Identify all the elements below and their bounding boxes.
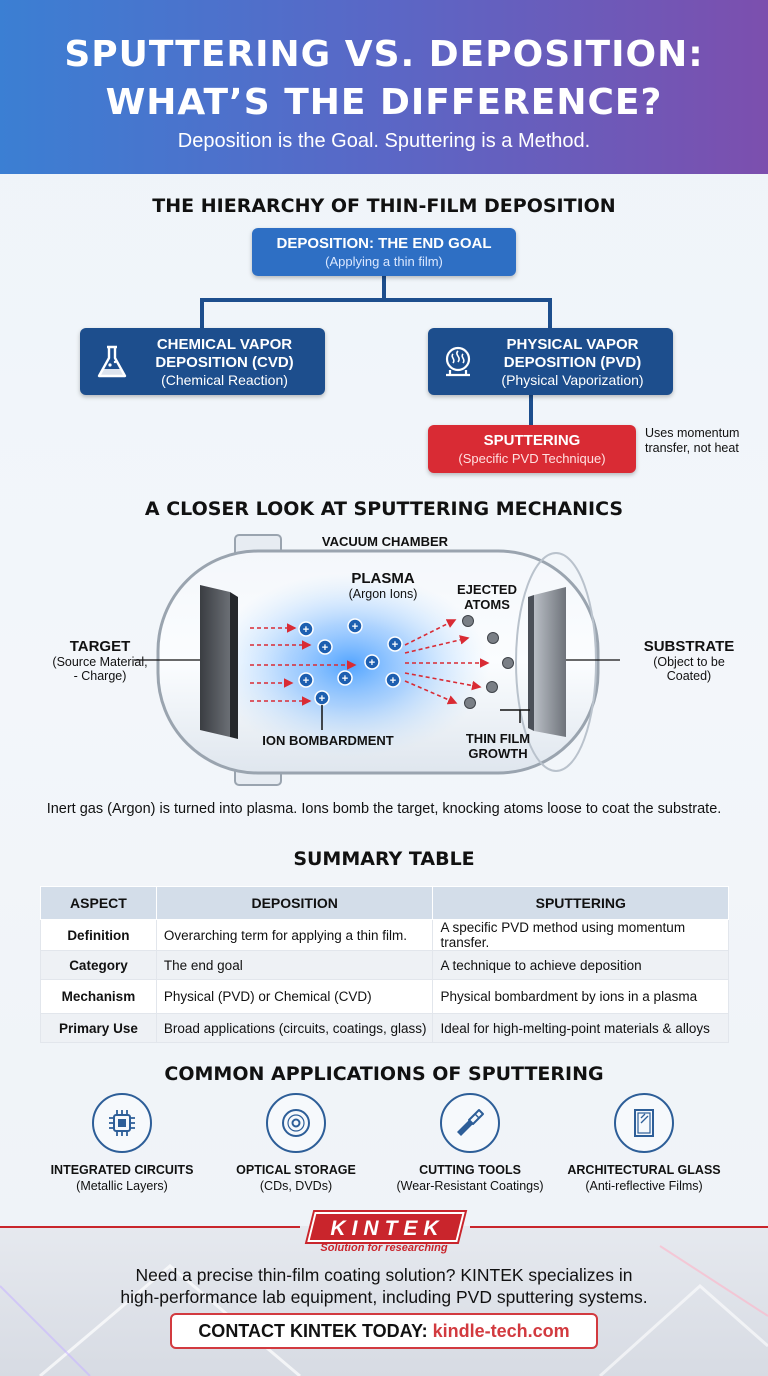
- ejected-atom: [487, 682, 498, 693]
- argon-ion: [348, 619, 362, 633]
- ejected-atom: [465, 698, 476, 709]
- substrate-heading: SUBSTRATE: [643, 638, 735, 655]
- connector-horizontal: [200, 298, 552, 302]
- row-sputtering: A technique to achieve deposition: [433, 951, 729, 980]
- header-sputtering: SPUTTERING: [433, 887, 729, 920]
- header-banner: [0, 0, 768, 174]
- connector-cvd: [200, 298, 204, 330]
- header-deposition: DEPOSITION: [156, 887, 433, 920]
- svg-text:+: +: [302, 624, 310, 636]
- pvd-subtitle: (Physical Vaporization): [501, 372, 644, 388]
- argon-ion: [365, 655, 379, 669]
- substrate-label: SUBSTRATE (Object to be Coated): [615, 638, 763, 683]
- connector-sputtering: [529, 395, 533, 427]
- deposition-goal-box: [252, 228, 516, 276]
- page-subtitle: Deposition is the Goal. Sputtering is a Method.: [177, 130, 591, 152]
- connector-pvd: [548, 298, 552, 330]
- table-row: [41, 980, 729, 1014]
- row-aspect: Category: [41, 951, 157, 980]
- pvd-box: [428, 328, 673, 395]
- app-desc: (CDs, DVDs): [259, 1179, 333, 1193]
- sputtering-subtitle: (Specific PVD Technique): [458, 451, 606, 466]
- contact-cta-button[interactable]: [170, 1313, 598, 1349]
- app-cutting-tools: [380, 1093, 560, 1193]
- app-integrated-circuits: [32, 1093, 212, 1193]
- target-side: [230, 592, 238, 739]
- mechanics-caption: Inert gas (Argon) is turned into plasma. Ions bomb the target, knocking atoms loose to coat the substrate.: [46, 801, 722, 817]
- svg-text:+: +: [368, 657, 376, 669]
- row-sputtering: A specific PVD method using momentum transfer.: [433, 920, 729, 951]
- cvd-title-line1: CHEMICAL VAPOR: [156, 336, 293, 353]
- svg-text:+: +: [341, 673, 349, 685]
- pvd-title-line2: DEPOSITION (PVD): [503, 354, 642, 371]
- thin-film-label: THIN FILM GROWTH: [465, 731, 531, 761]
- sputtering-box: [428, 425, 636, 473]
- app-architectural-glass: [554, 1093, 734, 1193]
- pvd-title-line1: PHYSICAL VAPOR: [506, 336, 639, 353]
- glass-pane-icon: [627, 1106, 661, 1140]
- ejected-atom: [503, 658, 514, 669]
- chip-icon: [105, 1106, 139, 1140]
- target-heading: TARGET: [69, 638, 131, 655]
- cvd-title-line2: DEPOSITION (CVD): [155, 354, 294, 371]
- svg-text:+: +: [351, 621, 359, 633]
- cvd-box: [80, 328, 325, 395]
- target-plate: [200, 585, 230, 737]
- argon-ion: [299, 673, 313, 687]
- row-aspect: Mechanism: [41, 980, 157, 1014]
- substrate-plate: [534, 587, 566, 737]
- app-name: CUTTING TOOLS: [419, 1163, 521, 1177]
- table-row: [41, 1014, 729, 1043]
- argon-ion: [299, 622, 313, 636]
- app-desc: (Metallic Layers): [76, 1179, 168, 1193]
- app-name: OPTICAL STORAGE: [236, 1163, 356, 1177]
- ion-bombardment-label: ION BOMBARDMENT: [262, 733, 394, 748]
- row-deposition: Physical (PVD) or Chemical (CVD): [156, 980, 433, 1014]
- row-aspect: Primary Use: [41, 1014, 157, 1043]
- sputtering-note: Uses momentum transfer, not heat: [645, 426, 740, 455]
- footer-rule-right: [470, 1226, 768, 1228]
- page-title-line1: SPUTTERING VS. DEPOSITION:: [64, 34, 704, 75]
- row-deposition: Broad applications (circuits, coatings, glass): [156, 1014, 433, 1043]
- vaporization-icon: [438, 342, 478, 382]
- svg-text:+: +: [389, 675, 397, 687]
- applications-title: COMMON APPLICATIONS OF SPUTTERING: [164, 1063, 604, 1085]
- page-title-line2: WHAT’S THE DIFFERENCE?: [105, 82, 663, 123]
- header-aspect: ASPECT: [41, 887, 157, 920]
- goal-subtitle: (Applying a thin film): [325, 254, 443, 269]
- row-sputtering: Physical bombardment by ions in a plasma: [433, 980, 729, 1014]
- summary-title: SUMMARY TABLE: [293, 848, 475, 870]
- table-header-row: [41, 887, 729, 920]
- logo-tagline: Solution for researching: [320, 1242, 448, 1254]
- vacuum-chamber-label: VACUUM CHAMBER: [321, 534, 449, 549]
- row-deposition: The end goal: [156, 951, 433, 980]
- flask-icon: [92, 342, 132, 382]
- ejected-atom: [463, 616, 474, 627]
- row-sputtering: Ideal for high-melting-point materials & alloys: [433, 1014, 729, 1043]
- table-row: [41, 951, 729, 980]
- app-optical-storage: [206, 1093, 386, 1193]
- app-name: ARCHITECTURAL GLASS: [567, 1163, 721, 1177]
- disc-icon: [279, 1106, 313, 1140]
- cta-url-link[interactable]: kindle-tech.com: [432, 1321, 570, 1341]
- table-row: [41, 920, 729, 951]
- row-deposition: Overarching term for applying a thin film.: [156, 920, 433, 951]
- argon-ion: [386, 673, 400, 687]
- footer-pitch: Need a precise thin-film coating solution? KINTEK specializes in high-performance lab equipment, including PVD sputtering systems.: [120, 1265, 648, 1307]
- summary-table: [40, 886, 729, 1043]
- plasma-heading: PLASMA: [351, 570, 415, 587]
- ejected-atom: [488, 633, 499, 644]
- mechanics-title: A CLOSER LOOK AT SPUTTERING MECHANICS: [144, 498, 624, 520]
- goal-title: DEPOSITION: THE END GOAL: [276, 235, 492, 252]
- connector-goal-down: [382, 276, 386, 300]
- cta-prefix: CONTACT KINTEK TODAY:: [198, 1321, 433, 1341]
- argon-ion: [315, 691, 329, 705]
- kintek-logo[interactable]: KINTEK: [307, 1212, 464, 1242]
- sputtering-title: SPUTTERING: [483, 432, 581, 449]
- app-desc: (Wear-Resistant Coatings): [396, 1179, 544, 1193]
- svg-text:+: +: [321, 642, 329, 654]
- row-aspect: Definition: [41, 920, 157, 951]
- app-desc: (Anti-reflective Films): [585, 1179, 703, 1193]
- hierarchy-title: THE HIERARCHY OF THIN-FILM DEPOSITION: [152, 195, 616, 217]
- target-label: TARGET (Source Material, - Charge): [36, 638, 164, 683]
- argon-ion: [388, 637, 402, 651]
- app-name: INTEGRATED CIRCUITS: [50, 1163, 194, 1177]
- svg-text:+: +: [302, 675, 310, 687]
- cutting-tool-icon: [453, 1106, 487, 1140]
- cvd-subtitle: (Chemical Reaction): [161, 372, 288, 388]
- ejected-atoms-label: EJECTED ATOMS: [457, 582, 517, 612]
- plasma-sub: (Argon Ions): [348, 587, 418, 601]
- plasma-label: [323, 570, 443, 601]
- footer-rule-left: [0, 1226, 300, 1228]
- argon-ion: [318, 640, 332, 654]
- argon-ion: [338, 671, 352, 685]
- svg-text:+: +: [391, 639, 399, 651]
- svg-text:+: +: [318, 693, 326, 705]
